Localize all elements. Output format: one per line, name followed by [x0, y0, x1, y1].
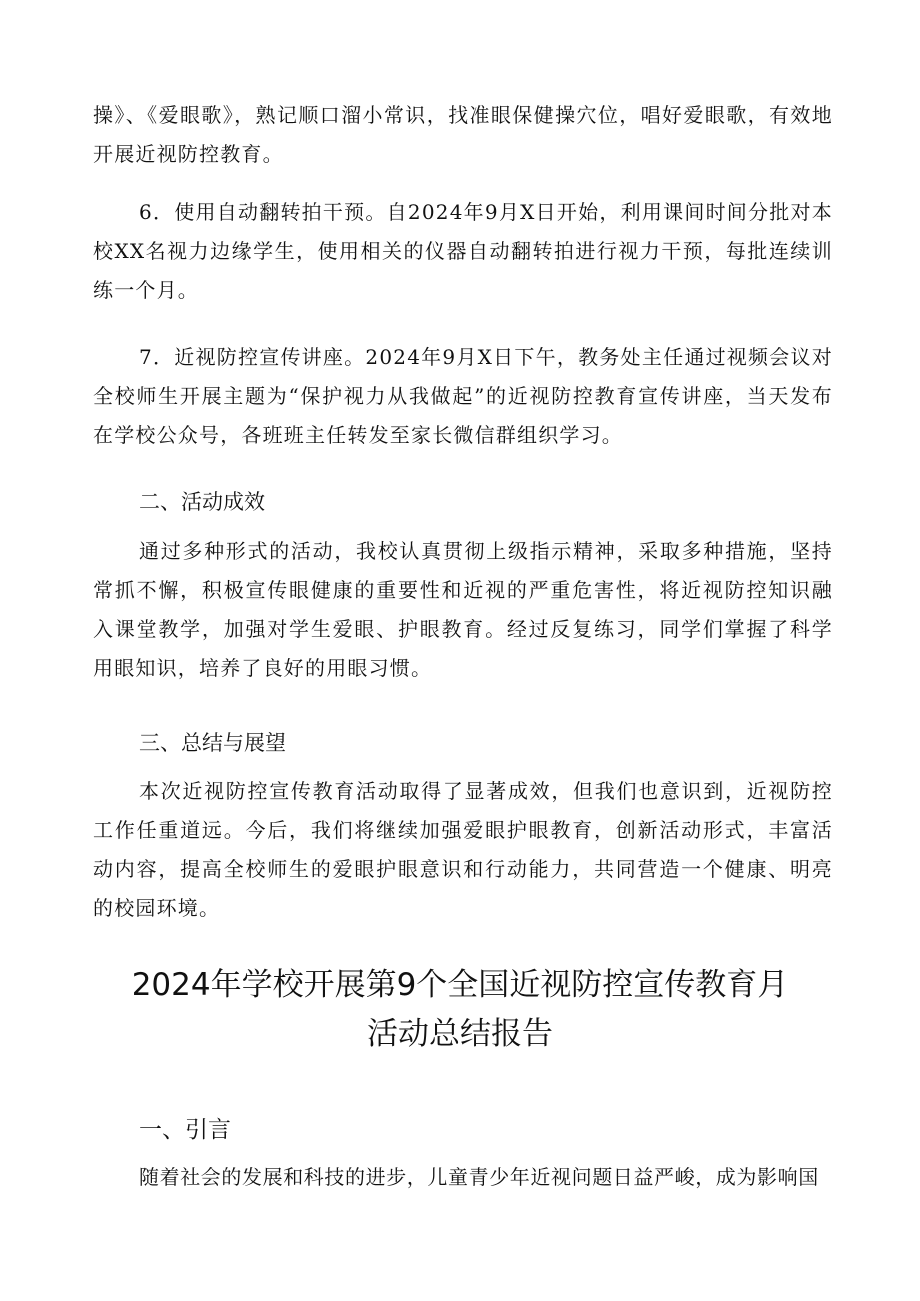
paragraph-item-7: 7．近视防控宣传讲座。2024年9月X日下午，教务处主任通过视频会议对全校师生开展主题为“保护视力从我做起”的近视防控教育宣传讲座，当天发布在学校公众号，各班班主任转发至家长微信群组织学习。 — [93, 345, 833, 447]
paragraph-summary: 本次近视防控宣传教育活动取得了显著成效，但我们也意识到，近视防控工作任重道远。今后，我们将继续加强爱眼护眼教育，创新活动形式，丰富活动内容，提高全校师生的爱眼护眼意识和行动能力，共同营造一个健康、明亮的校园环境。 — [93, 779, 833, 920]
paragraph-intro: 随着社会的发展和科技的进步，儿童青少年近视问题日益严峻，成为影响国 — [139, 1165, 819, 1189]
section-heading-results: 二、活动成效 — [139, 490, 265, 514]
report-title-line-1: 2024年学校开展第9个全国近视防控宣传教育月 — [131, 967, 789, 1003]
section-heading-intro: 一、引言 — [139, 1117, 231, 1143]
section-heading-summary: 三、总结与展望 — [139, 731, 286, 755]
paragraph-results: 通过多种形式的活动，我校认真贯彻上级指示精神，采取多种措施，坚持常抓不懈，积极宣传眼健康的重要性和近视的严重危害性，将近视防控知识融入课堂教学，加强对学生爱眼、护眼教育。经过反复练习，同学们掌握了科学用眼知识，培养了良好的用眼习惯。 — [93, 539, 833, 680]
report-title-line-2: 活动总结报告 — [367, 1016, 553, 1052]
paragraph-item-6: 6．使用自动翻转拍干预。自2024年9月X日开始，利用课间时间分批对本校XX名视力边缘学生，使用相关的仪器自动翻转拍进行视力干预，每批连续训练一个月。 — [93, 200, 833, 302]
paragraph-eye-song: 操》、《爱眼歌》，熟记顺口溜小常识，找准眼保健操穴位，唱好爱眼歌，有效地开展近视防控教育。 — [93, 103, 833, 166]
